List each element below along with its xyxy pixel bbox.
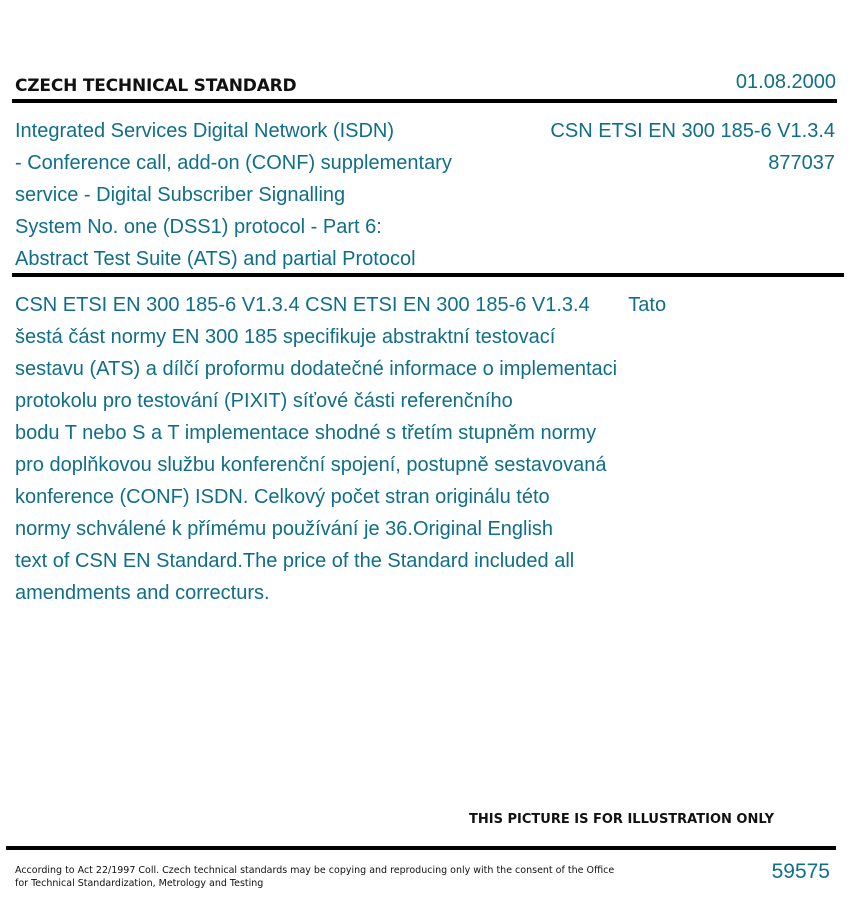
standard-code: CSN ETSI EN 300 185-6 V1.3.4 — [550, 120, 835, 142]
standard-description — [15, 289, 735, 609]
legal-notice-line: for Technical Standardization, Metrology and Testing — [15, 878, 264, 889]
title-line: Integrated Services Digital Network (ISDN) — [15, 120, 395, 142]
description-line: amendments and correcturs. — [15, 582, 270, 604]
standard-title — [15, 115, 505, 275]
standard-type-label: CZECH TECHNICAL STANDARD — [15, 76, 297, 96]
description-line: sestavu (ATS) a dílčí proformu dodatečné informace o implementaci — [15, 358, 618, 380]
header-divider — [12, 99, 837, 103]
publication-date: 01.08.2000 — [735, 71, 836, 93]
legal-notice — [15, 864, 614, 890]
title-line: service - Digital Subscriber Signalling — [15, 184, 346, 206]
title-divider — [12, 273, 844, 277]
title-line: Abstract Test Suite (ATS) and partial Protocol — [15, 248, 416, 270]
legal-notice-line: According to Act 22/1997 Coll. Czech technical standards may be copying and reproducing only with the consent of the Office — [15, 865, 615, 876]
document-number: 59575 — [771, 860, 830, 883]
title-line: - Conference call, add-on (CONF) supplementary — [15, 152, 452, 174]
catalog-number: 877037 — [768, 152, 835, 174]
description-line: bodu T nebo S a T implementace shodné s třetím stupněm normy — [15, 422, 597, 444]
title-line: System No. one (DSS1) protocol - Part 6: — [15, 216, 382, 238]
description-line: text of CSN EN Standard.The price of the Standard included all — [15, 550, 575, 572]
description-line: pro doplňkovou službu konferenční spojení, postupně sestavovaná — [15, 454, 607, 476]
description-line: CSN ETSI EN 300 185-6 V1.3.4 CSN ETSI EN 300 185-6 V1.3.4 Tato — [15, 294, 667, 316]
description-line: normy schválené k přímému používání je 36.Original English — [15, 518, 554, 540]
description-line: protokolu pro testování (PIXIT) síťové části referenčního — [15, 390, 513, 412]
description-line: šestá část normy EN 300 185 specifikuje abstraktní testovací — [15, 326, 556, 348]
standard-codes — [550, 115, 835, 179]
description-line: konference (CONF) ISDN. Celkový počet stran originálu této — [15, 486, 550, 508]
footer-divider — [6, 846, 836, 850]
illustration-disclaimer: THIS PICTURE IS FOR ILLUSTRATION ONLY — [469, 812, 774, 827]
